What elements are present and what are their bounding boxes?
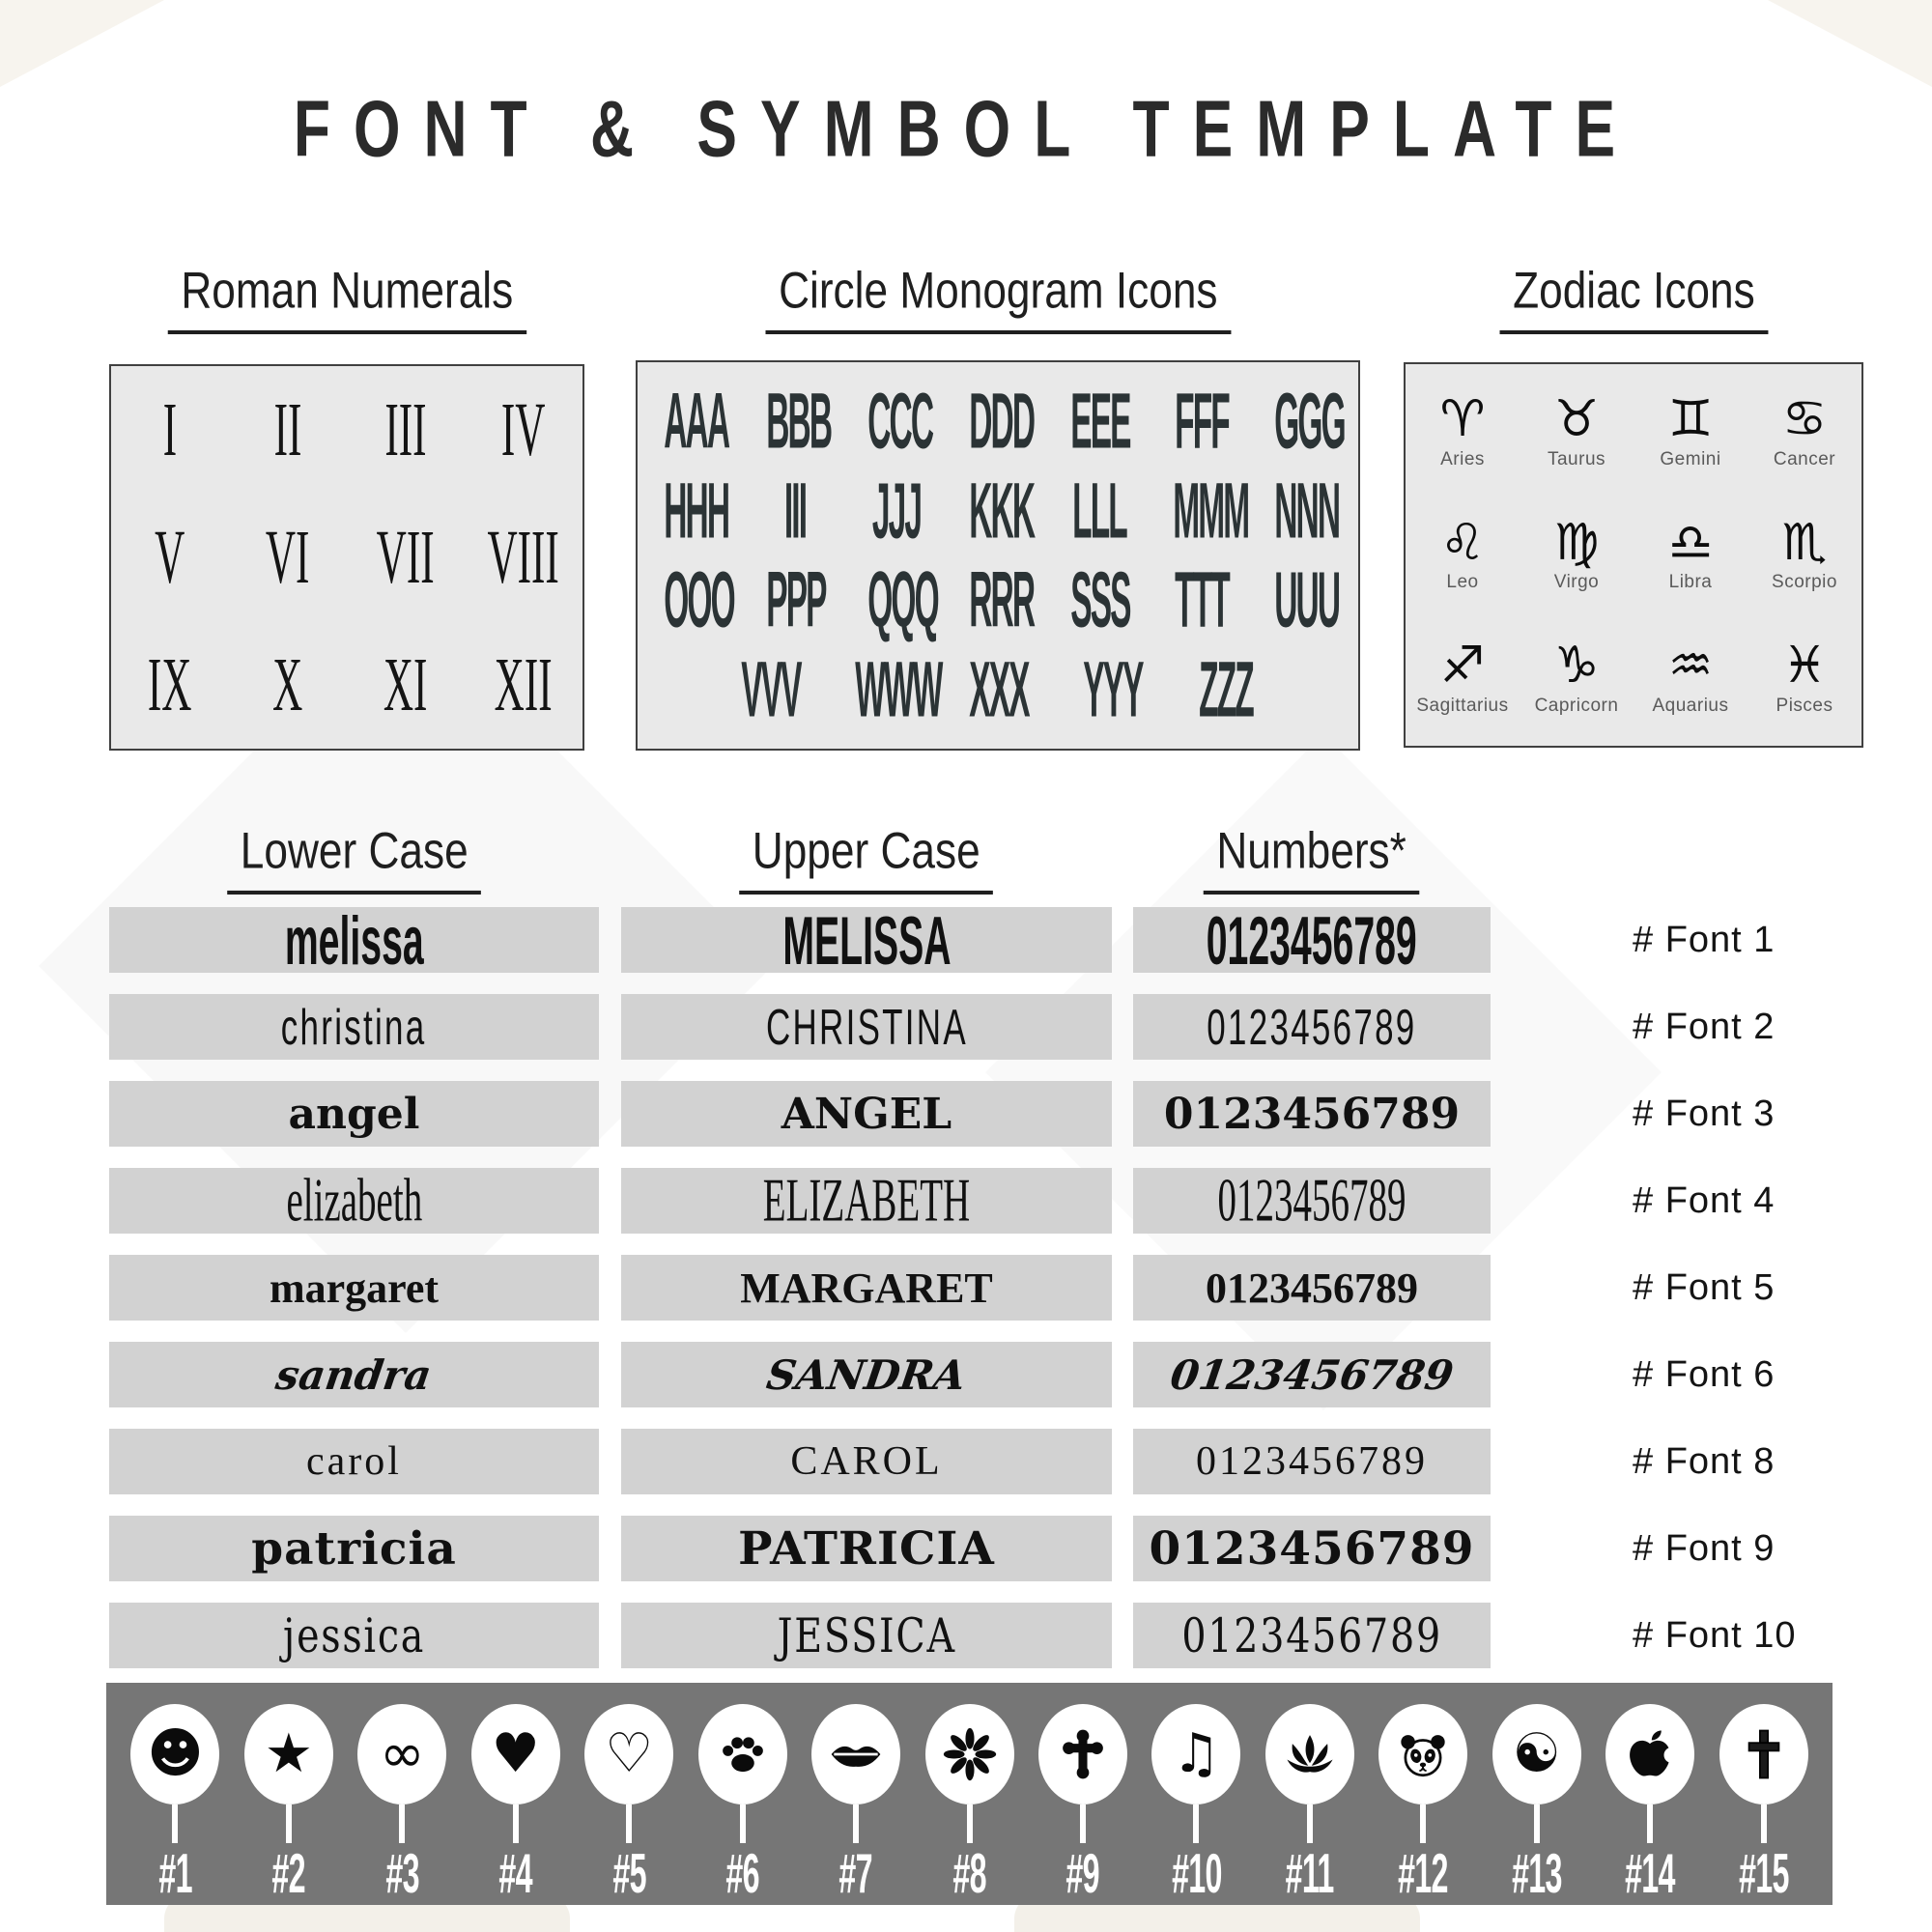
circle-monogram-glyph: CCC	[867, 377, 932, 466]
font-sample-uppercase: MELISSA	[781, 907, 952, 973]
upper-case-heading	[621, 823, 1112, 895]
font-row-bar	[1133, 1255, 1491, 1321]
symbol-circle	[1605, 1704, 1694, 1804]
circle-monogram-glyph: XXX	[969, 644, 1029, 734]
circle-monogram-glyph: YYY	[1083, 644, 1143, 734]
roman-numeral-cell	[149, 514, 190, 599]
symbol-item	[244, 1683, 333, 1905]
font-sample-uppercase: ELIZABETH	[762, 1168, 971, 1234]
zodiac-taurus-icon: ♉	[1553, 390, 1600, 449]
font-row-bar	[1133, 1081, 1491, 1147]
font-sample-lowercase: christina	[281, 998, 427, 1056]
font-row-bar	[621, 1081, 1112, 1147]
zodiac-grid	[1406, 364, 1861, 746]
zodiac-cell	[1772, 513, 1837, 594]
circle-monogram-glyph: III	[783, 467, 806, 555]
symbol-number-label: #15	[1738, 1841, 1789, 1905]
font-row-bar	[109, 1429, 599, 1494]
font-number-label: # Font 3	[1633, 1093, 1776, 1134]
font-sample-lowercase: elizabeth	[286, 1168, 422, 1234]
symbol-number-label: #10	[1171, 1841, 1222, 1905]
zodiac-cell	[1439, 390, 1486, 470]
font-number-label: # Font 5	[1633, 1266, 1776, 1308]
zodiac-cell	[1773, 390, 1836, 470]
zodiac-pisces-icon: ♓	[1781, 637, 1828, 696]
symbol-number-label: #7	[838, 1841, 873, 1905]
circle-monogram-glyph: MMM	[1172, 467, 1248, 555]
roman-numeral-text: III	[384, 386, 427, 471]
symbol-circle	[1378, 1704, 1467, 1804]
symbol-stem	[1534, 1804, 1540, 1843]
font-row-bar	[109, 1168, 599, 1234]
numbers-heading	[1133, 823, 1491, 895]
circle-monogram-glyph: TTT	[1174, 555, 1229, 644]
circle-monogram-glyph: UUU	[1273, 555, 1339, 644]
symbol-number-label: #3	[385, 1841, 419, 1905]
symbol-item	[1605, 1683, 1694, 1905]
symbol-stem	[1761, 1804, 1767, 1843]
watermark-shape	[1768, 0, 1932, 87]
symbol-item	[811, 1683, 900, 1905]
circle-monogram-glyph: HHH	[664, 467, 729, 555]
zodiac-sign-label: Leo	[1446, 572, 1479, 593]
circle-monogram-grid	[638, 362, 1358, 749]
symbol-item	[357, 1683, 446, 1905]
zodiac-sign-label: Sagittarius	[1416, 695, 1509, 716]
font-sample-lowercase: jessica	[282, 1607, 426, 1663]
symbol-stem	[1647, 1804, 1653, 1843]
zodiac-sign-label: Libra	[1668, 572, 1713, 593]
circle-monogram-glyph: SSS	[1070, 555, 1130, 644]
symbol-item	[1378, 1683, 1467, 1905]
circle-monogram-glyph: JJJ	[871, 467, 921, 555]
symbol-circle	[584, 1704, 673, 1804]
roman-numeral-cell	[365, 514, 445, 599]
heart-outline-icon: ♡	[605, 1722, 654, 1785]
symbol-item	[925, 1683, 1014, 1905]
symbol-circle	[1151, 1704, 1240, 1804]
zodiac-heading-text: Zodiac Icons	[1499, 262, 1768, 334]
font-row-bar	[1133, 1516, 1491, 1581]
font-row-bar	[1133, 1603, 1491, 1668]
font-sample-uppercase: SANDRA	[763, 1350, 970, 1399]
roman-numerals-heading-text: Roman Numerals	[167, 262, 526, 334]
symbol-item	[1492, 1683, 1581, 1905]
symbol-circle	[1038, 1704, 1127, 1804]
circle-monogram-glyph: AAA	[664, 377, 729, 466]
font-sample-numbers: 0123456789	[1206, 1264, 1418, 1312]
zodiac-cell	[1653, 639, 1729, 717]
roman-numeral-text: VI	[266, 514, 310, 599]
zodiac-scorpio-icon: ♏	[1781, 513, 1828, 572]
font-sample-uppercase: CHRISTINA	[765, 998, 968, 1056]
zodiac-cell	[1439, 513, 1486, 594]
symbol-band	[106, 1683, 1833, 1905]
circle-monogram-glyph: WWW	[855, 644, 942, 734]
font-sample-uppercase: MARGARET	[740, 1264, 993, 1312]
symbol-circle	[1719, 1704, 1808, 1804]
page-title: FONT & SYMBOL TEMPLATE	[293, 83, 1639, 174]
font-sample-numbers: 0123456789	[1206, 907, 1418, 973]
monogram-row	[638, 377, 1358, 466]
zodiac-sign-label: Virgo	[1553, 572, 1600, 593]
symbol-stem	[626, 1804, 632, 1843]
symbol-item	[1719, 1683, 1808, 1905]
symbol-stem	[286, 1804, 292, 1843]
symbol-stem	[1420, 1804, 1426, 1843]
font-number-label: # Font 6	[1633, 1353, 1776, 1395]
monogram-row	[638, 644, 1358, 734]
circle-monogram-glyph: GGG	[1273, 377, 1345, 466]
roman-numeral-text: XII	[495, 641, 553, 726]
heart-filled-icon: ♥	[491, 1722, 540, 1785]
font-row-bar	[621, 1429, 1112, 1494]
font-sample-numbers: 0123456789	[1163, 1089, 1461, 1139]
symbol-circle	[811, 1704, 900, 1804]
ornate-cross-icon	[1055, 1726, 1111, 1782]
circle-monogram-glyph: BBB	[765, 377, 831, 466]
font-sample-uppercase: ANGEL	[781, 1089, 952, 1139]
font-row-bar	[1133, 907, 1491, 973]
roman-numeral-cell	[139, 641, 200, 726]
monogram-row	[638, 555, 1358, 644]
circle-monogram-panel	[636, 360, 1360, 751]
apple-icon	[1622, 1726, 1678, 1782]
font-sample-lowercase: patricia	[251, 1521, 457, 1576]
font-sample-lowercase: carol	[306, 1439, 402, 1484]
zodiac-heading	[1404, 263, 1863, 334]
roman-numeral-cell	[473, 514, 573, 599]
paw-icon	[715, 1726, 771, 1782]
roman-numeral-text: II	[273, 386, 302, 471]
roman-numeral-text: V	[155, 514, 185, 599]
zodiac-cancer-icon: ♋	[1781, 390, 1828, 449]
symbol-stem	[853, 1804, 859, 1843]
circle-monogram-heading	[636, 263, 1360, 334]
roman-numeral-cell	[483, 641, 563, 726]
font-row-bar	[621, 1255, 1112, 1321]
zodiac-cell	[1535, 639, 1619, 717]
symbol-number-label: #5	[611, 1841, 646, 1905]
font-row-bar	[109, 1255, 599, 1321]
font-row-bar	[109, 994, 599, 1060]
symbol-number-label: #14	[1625, 1841, 1675, 1905]
zodiac-libra-icon: ♎	[1667, 513, 1714, 572]
roman-numeral-cell	[493, 386, 554, 471]
zodiac-cell	[1547, 390, 1606, 470]
symbol-number-label: #6	[725, 1841, 759, 1905]
circle-monogram-glyph: EEE	[1070, 377, 1130, 466]
roman-numeral-text: XI	[384, 641, 428, 726]
lotus-icon	[1282, 1726, 1338, 1782]
zodiac-sign-label: Taurus	[1547, 448, 1606, 469]
font-sample-numbers: 0123456789	[1217, 1168, 1406, 1234]
font-number-label: # Font 10	[1633, 1614, 1797, 1656]
symbol-circle	[698, 1704, 787, 1804]
symbol-number-label: #13	[1511, 1841, 1562, 1905]
symbol-circle	[925, 1704, 1014, 1804]
smiley-icon: ☻	[147, 1722, 204, 1785]
font-row-bar	[1133, 1342, 1491, 1407]
symbol-number-label: #8	[952, 1841, 986, 1905]
zodiac-sign-label: Capricorn	[1534, 695, 1619, 716]
font-sample-uppercase: CAROL	[790, 1439, 943, 1484]
zodiac-sign-label: Cancer	[1773, 448, 1836, 469]
symbol-item	[698, 1683, 787, 1905]
font-row-bar	[621, 1516, 1112, 1581]
circle-monogram-glyph: FFF	[1174, 377, 1229, 466]
roman-numeral-cell	[267, 641, 308, 726]
font-sample-uppercase: PATRICIA	[738, 1521, 995, 1576]
symbol-number-label: #11	[1285, 1841, 1334, 1905]
circle-monogram-heading-text: Circle Monogram Icons	[765, 262, 1231, 334]
zodiac-sign-label: Aquarius	[1652, 695, 1729, 716]
roman-numeral-text: VII	[377, 514, 435, 599]
symbol-item	[130, 1683, 219, 1905]
circle-monogram-glyph: KKK	[969, 467, 1035, 555]
symbol-item	[584, 1683, 673, 1905]
circle-monogram-glyph: DDD	[969, 377, 1035, 466]
font-sample-numbers: 0123456789	[1149, 1521, 1475, 1576]
font-sample-lowercase: angel	[288, 1089, 420, 1139]
roman-numeral-text: IV	[501, 386, 546, 471]
roman-numeral-text: I	[162, 386, 178, 471]
zodiac-gemini-icon: ♊	[1667, 390, 1714, 449]
symbol-circle	[471, 1704, 560, 1804]
font-row-bar	[1133, 1168, 1491, 1234]
numbers-heading-text: Numbers*	[1204, 822, 1420, 895]
lower-case-heading-text: Lower Case	[227, 822, 481, 895]
roman-numeral-text: IX	[148, 641, 192, 726]
zodiac-leo-icon: ♌	[1439, 513, 1486, 572]
infinity-icon: ∞	[379, 1722, 425, 1785]
font-row-bar	[621, 1168, 1112, 1234]
monogram-row	[638, 467, 1358, 555]
lower-case-heading	[109, 823, 599, 895]
circle-monogram-glyph: RRR	[969, 555, 1035, 644]
thin-cross-icon	[1736, 1726, 1792, 1782]
font-row-bar	[109, 1516, 599, 1581]
symbol-item	[1151, 1683, 1240, 1905]
zodiac-cell	[1553, 513, 1600, 594]
roman-numeral-cell	[257, 514, 318, 599]
circle-monogram-glyph: VVV	[741, 644, 801, 734]
star-icon: ★	[264, 1722, 313, 1785]
zodiac-sign-label: Pisces	[1776, 695, 1833, 716]
font-sample-numbers: 0123456789	[1207, 998, 1417, 1056]
symbol-stem	[740, 1804, 746, 1843]
font-row-bar	[621, 994, 1112, 1060]
roman-numeral-cell	[377, 386, 435, 471]
symbol-number-label: #9	[1065, 1841, 1100, 1905]
font-sample-lowercase: melissa	[284, 907, 424, 973]
font-row-bar	[1133, 994, 1491, 1060]
symbol-item	[471, 1683, 560, 1905]
font-row-bar	[1133, 1429, 1491, 1494]
symbol-number-label: #12	[1398, 1841, 1449, 1905]
circle-monogram-glyph: NNN	[1273, 467, 1339, 555]
zodiac-aries-icon: ♈	[1439, 390, 1486, 449]
symbol-item	[1038, 1683, 1127, 1905]
circle-monogram-glyph: ZZZ	[1199, 644, 1253, 734]
zodiac-virgo-icon: ♍	[1553, 513, 1600, 572]
watermark-shape	[0, 0, 164, 87]
zodiac-aquarius-icon: ♒	[1667, 637, 1714, 696]
font-number-label: # Font 4	[1633, 1179, 1776, 1221]
zodiac-capricorn-icon: ♑	[1553, 637, 1600, 696]
symbol-stem	[967, 1804, 973, 1843]
music-note-icon: ♫	[1172, 1722, 1221, 1785]
font-row-bar	[109, 1603, 599, 1668]
font-sample-numbers: 0123456789	[1181, 1607, 1442, 1663]
font-sample-lowercase: margaret	[269, 1264, 440, 1312]
font-number-label: # Font 8	[1633, 1440, 1776, 1482]
font-row-bar	[109, 1081, 599, 1147]
roman-numeral-text: VIII	[487, 514, 560, 599]
yin-yang-icon: ☯	[1512, 1722, 1561, 1785]
font-number-label: # Font 9	[1633, 1527, 1776, 1569]
roman-numeral-text: X	[272, 641, 303, 726]
zodiac-panel	[1404, 362, 1863, 748]
symbol-stem	[1080, 1804, 1086, 1843]
zodiac-cell	[1416, 639, 1508, 717]
font-row-bar	[109, 1342, 599, 1407]
symbol-circle	[357, 1704, 446, 1804]
symbol-number-label: #4	[498, 1841, 532, 1905]
zodiac-sign-label: Gemini	[1660, 448, 1721, 469]
font-sample-lowercase: sandra	[272, 1350, 435, 1399]
symbol-stem	[172, 1804, 178, 1843]
roman-numerals-panel	[109, 364, 584, 751]
symbol-stem	[1193, 1804, 1199, 1843]
zodiac-cell	[1660, 390, 1721, 470]
circle-monogram-glyph: LLL	[1072, 467, 1127, 555]
roman-numeral-cell	[160, 386, 180, 471]
circle-monogram-glyph: OOO	[664, 555, 735, 644]
zodiac-sign-label: Aries	[1440, 448, 1485, 469]
symbol-number-label: #1	[158, 1841, 192, 1905]
zodiac-sagittarius-icon: ♐	[1439, 637, 1486, 696]
zodiac-cell	[1667, 513, 1714, 594]
font-row-bar	[621, 907, 1112, 973]
font-row-bar	[621, 1603, 1112, 1668]
font-row-bar	[621, 1342, 1112, 1407]
font-row-bar	[109, 907, 599, 973]
roman-numerals-grid	[111, 366, 582, 749]
font-sample-uppercase: JESSICA	[777, 1607, 956, 1663]
symbol-number-label: #2	[271, 1841, 306, 1905]
circle-monogram-glyph: QQQ	[867, 555, 938, 644]
symbol-stem	[399, 1804, 405, 1843]
symbol-item	[1265, 1683, 1354, 1905]
circle-monogram-glyph: PPP	[765, 555, 826, 644]
symbol-circle	[244, 1704, 333, 1804]
font-sample-numbers: 0123456789	[1196, 1439, 1428, 1484]
roman-numerals-heading	[109, 263, 584, 334]
zodiac-cell	[1776, 639, 1833, 717]
roman-numeral-cell	[269, 386, 307, 471]
symbol-circle	[1265, 1704, 1354, 1804]
font-number-label: # Font 2	[1633, 1006, 1776, 1047]
symbol-stem	[513, 1804, 519, 1843]
upper-case-heading-text: Upper Case	[739, 822, 993, 895]
panda-icon	[1395, 1726, 1451, 1782]
symbol-circle	[130, 1704, 219, 1804]
symbol-stem	[1307, 1804, 1313, 1843]
flower-icon	[942, 1726, 998, 1782]
lips-icon	[828, 1726, 884, 1782]
font-number-label: # Font 1	[1633, 919, 1776, 960]
symbol-circle	[1492, 1704, 1581, 1804]
roman-numeral-cell	[375, 641, 436, 726]
font-sample-numbers: 0123456789	[1167, 1350, 1457, 1399]
zodiac-sign-label: Scorpio	[1772, 572, 1837, 593]
